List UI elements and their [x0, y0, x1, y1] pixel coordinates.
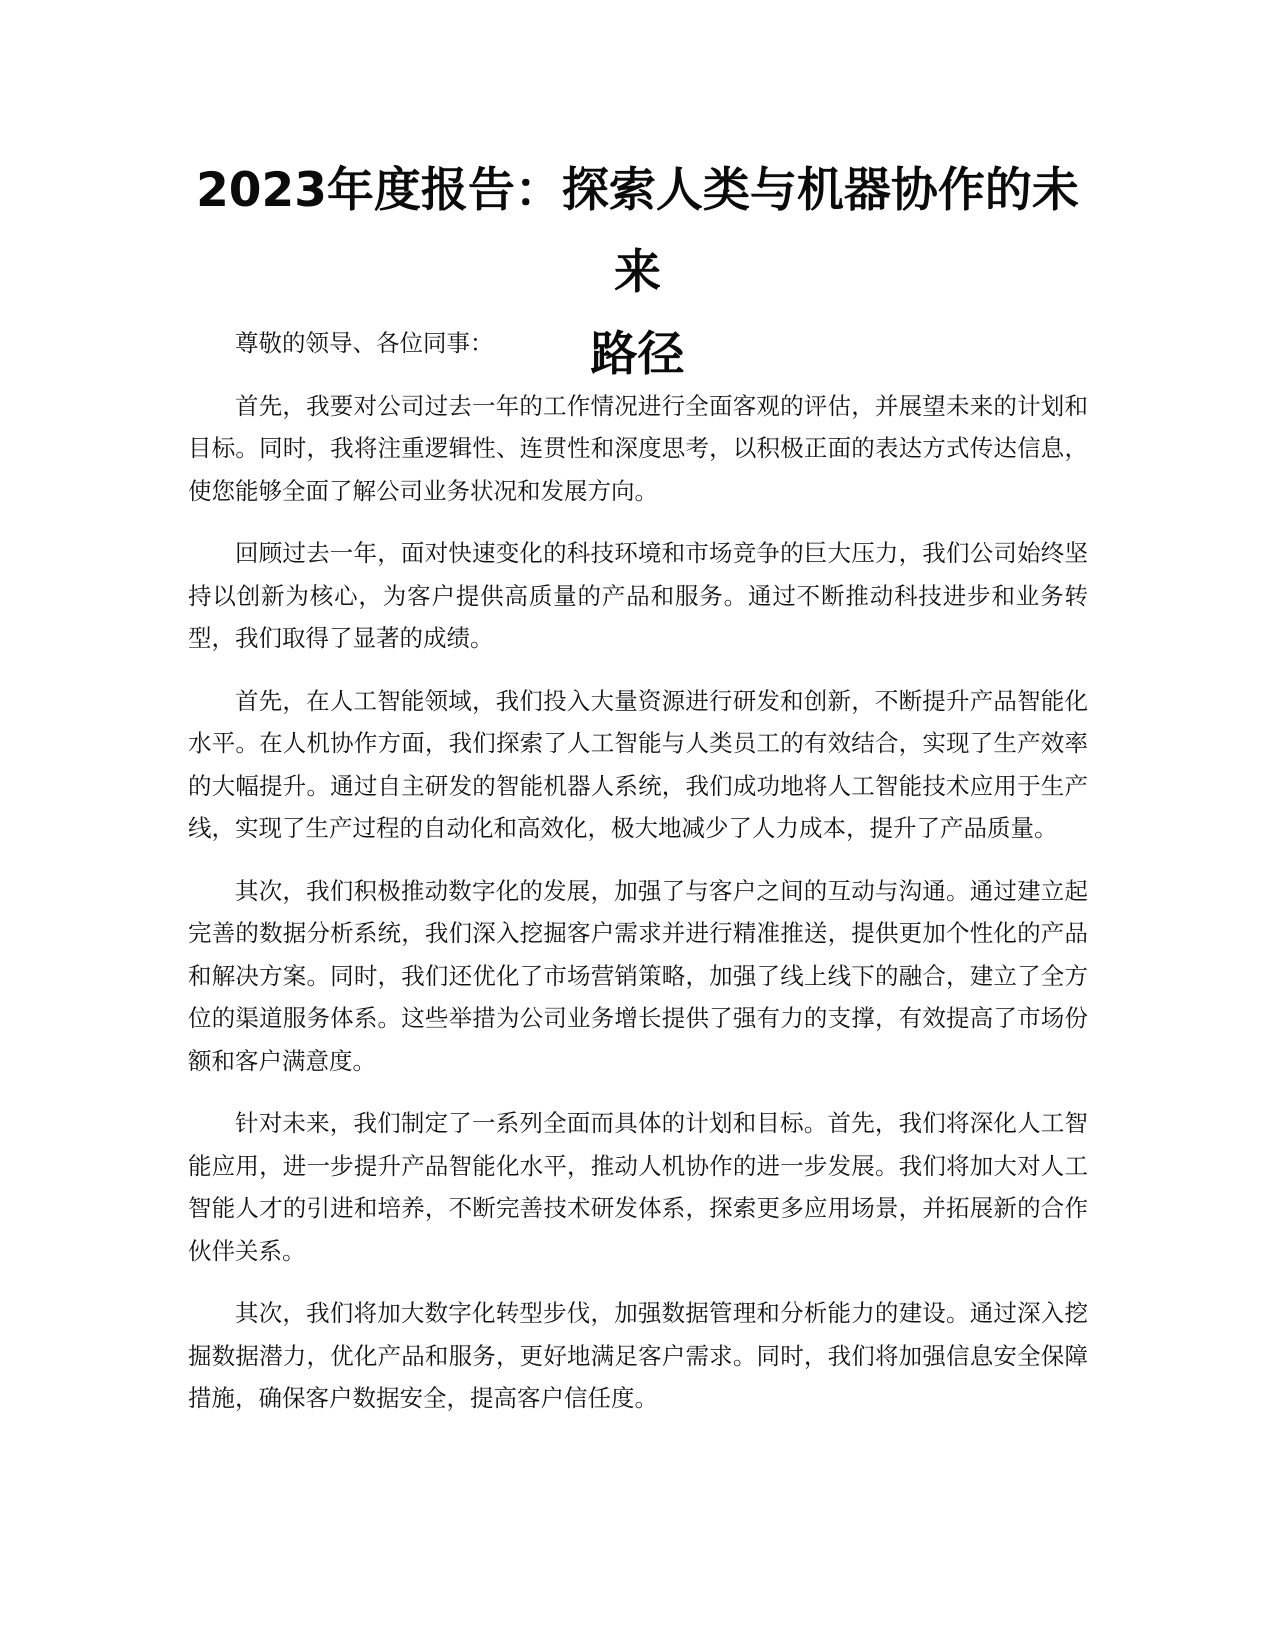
paragraph-intro: 首先，我要对公司过去一年的工作情况进行全面客观的评估，并展望未来的计划和目标。同时，我将注重逻辑性、连贯性和深度思考，以积极正面的表达方式传达信息，使您能够全面了解公司业务状况和发展方向。: [188, 391, 1088, 505]
salutation: 尊敬的领导、各位同事：: [235, 329, 494, 357]
paragraph-digital: 其次，我们积极推动数字化的发展，加强了与客户之间的互动与沟通。通过建立起完善的数据分析系统，我们深入挖掘客户需求并进行精准推送，提供更加个性化的产品和解决方案。同时，我们还优化了市场营销策略，加强了线上线下的融合，建立了全方位的渠道服务体系。这些举措为公司业务增长提供了强有力的支撑，有效提高了市场份额和客户满意度。: [188, 876, 1088, 1075]
document-body: [188, 322, 1088, 1440]
paragraph-ai: 首先，在人工智能领域，我们投入大量资源进行研发和创新，不断提升产品智能化水平。在人机协作方面，我们探索了人工智能与人类员工的有效结合，实现了生产效率的大幅提升。通过自主研发的智能机器人系统，我们成功地将人工智能技术应用于生产线，实现了生产过程的自动化和高效化，极大地减少了人力成本，提升了产品质量。: [188, 686, 1088, 842]
paragraph-future-digital: 其次，我们将加大数字化转型步伐，加强数据管理和分析能力的建设。通过深入挖掘数据潜力，优化产品和服务，更好地满足客户需求。同时，我们将加强信息安全保障措施，确保客户数据安全，提高客户信任度。: [188, 1299, 1088, 1412]
paragraph-review: 回顾过去一年，面对快速变化的科技环境和市场竞争的巨大压力，我们公司始终坚持以创新为核心，为客户提供高质量的产品和服务。通过不断推动科技进步和业务转型，我们取得了显著的成绩。: [188, 539, 1088, 652]
paragraph-future-ai: 针对未来，我们制定了一系列全面而具体的计划和目标。首先，我们将深化人工智能应用，进一步提升产品智能化水平，推动人机协作的进一步发展。我们将加大对人工智能人才的引进和培养，不断完善技术研发体系，探索更多应用场景，并拓展新的合作伙伴关系。: [188, 1109, 1088, 1265]
title-line-1: 2023年度报告：探索人类与机器协作的未来: [196, 163, 1079, 300]
title-line-2: 路径: [590, 327, 685, 382]
